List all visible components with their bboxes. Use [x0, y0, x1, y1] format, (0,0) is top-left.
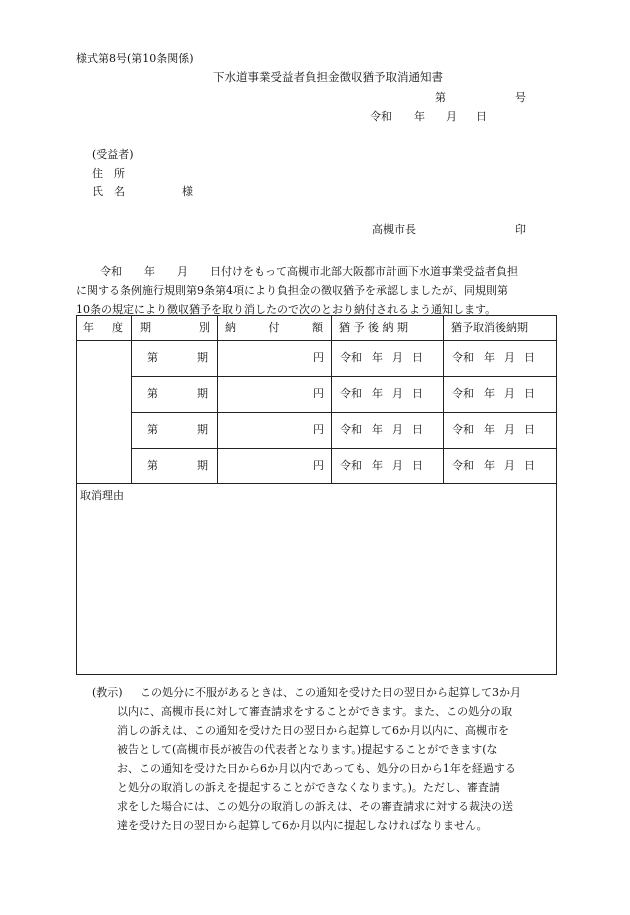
row-period-suffix: 期 [197, 423, 208, 436]
notice-line: 以内に、高槻市長に対して審査請求をすることができます。また、この処分の取 [117, 705, 513, 718]
row-due-date: 令和 年 月 日 [340, 351, 423, 364]
header-amount: 納 付 額 [225, 321, 323, 334]
body-line: 10条の規定により徴収猶予を取り消したので次のとおり納付されるよう通知します。 [76, 303, 497, 316]
row-yen: 円 [313, 387, 324, 400]
row-due-date: 令和 年 月 日 [340, 387, 423, 400]
header-period: 期 別 [140, 321, 210, 334]
row-after-due-date: 令和 年 月 日 [452, 351, 535, 364]
number-suffix: 号 [515, 91, 526, 104]
row-yen: 円 [313, 459, 324, 472]
date-year: 年 [414, 110, 425, 123]
form-code: 様式第8号(第10条関係) [76, 52, 194, 65]
recipient-heading: (受益者) [92, 148, 134, 161]
address-label: 住 所 [92, 167, 125, 180]
body-line: に関する条例施行規則第9条第4項により負担金の徴収猶予を承認しましたが、同規則第 [76, 284, 508, 297]
date-day: 日 [476, 110, 487, 123]
row-period-suffix: 期 [197, 351, 208, 364]
name-label: 氏 名 [92, 185, 125, 198]
notice-line: 被告として(高槻市長が被告の代表者となります。)提起することができます(な [117, 743, 498, 756]
row-yen: 円 [313, 351, 324, 364]
row-after-due-date: 令和 年 月 日 [452, 459, 535, 472]
row-due-date: 令和 年 月 日 [340, 459, 423, 472]
notice-body [117, 683, 560, 835]
number-prefix: 第 [435, 91, 446, 104]
row-period-prefix: 第 [147, 387, 158, 400]
header-year: 年 度 [83, 321, 123, 334]
notice-line: この処分に不服があるときは、この通知を受けた日の翌日から起算して3か月 [140, 686, 521, 699]
issue-date [370, 111, 487, 122]
row-after-due-date: 令和 年 月 日 [452, 387, 535, 400]
date-month: 月 [446, 110, 457, 123]
notice-line: 達を受けた日の翌日から起算して6か月以内に提起しなければなりません。 [117, 819, 488, 832]
seal-mark: 印 [515, 223, 526, 236]
notice-heading: (教示) [92, 686, 123, 699]
notice-line: 消しの訴えは、この通知を受けた日の翌日から起算して6か月以内に、高槻市を [117, 724, 509, 737]
row-yen: 円 [313, 423, 324, 436]
row-period-suffix: 期 [197, 459, 208, 472]
row-period-prefix: 第 [147, 423, 158, 436]
notice-line: 求をした場合には、この処分の取消しの訴えは、その審査請求に対する裁決の送 [117, 800, 513, 813]
notice-line: お、この通知を受けた日から6か月以内であっても、処分の日から1年を経過する [117, 762, 516, 775]
payment-table [76, 315, 557, 675]
notification-body [76, 262, 558, 319]
document-title: 下水道事業受益者負担金徴収猶予取消通知書 [213, 70, 443, 84]
header-after-cancel-due: 猶予取消後納期 [451, 321, 528, 334]
row-due-date: 令和 年 月 日 [340, 423, 423, 436]
cancellation-reason-label: 取消理由 [80, 489, 124, 502]
row-period-prefix: 第 [147, 351, 158, 364]
body-line: 令和 年 月 日付けをもって高槻市北部大阪都市計画下水道事業受益者負担 [100, 265, 518, 278]
issuer-name: 高槻市長 [372, 223, 416, 236]
header-due-date: 猶 予 後 納 期 [339, 321, 408, 334]
honorific: 様 [182, 185, 193, 198]
notice-line: と処分の取消しの訴えを提起することができなくなります。)。ただし、審査請 [117, 781, 500, 794]
row-period-suffix: 期 [197, 387, 208, 400]
date-era: 令和 [370, 110, 392, 123]
row-period-prefix: 第 [147, 459, 158, 472]
row-after-due-date: 令和 年 月 日 [452, 423, 535, 436]
